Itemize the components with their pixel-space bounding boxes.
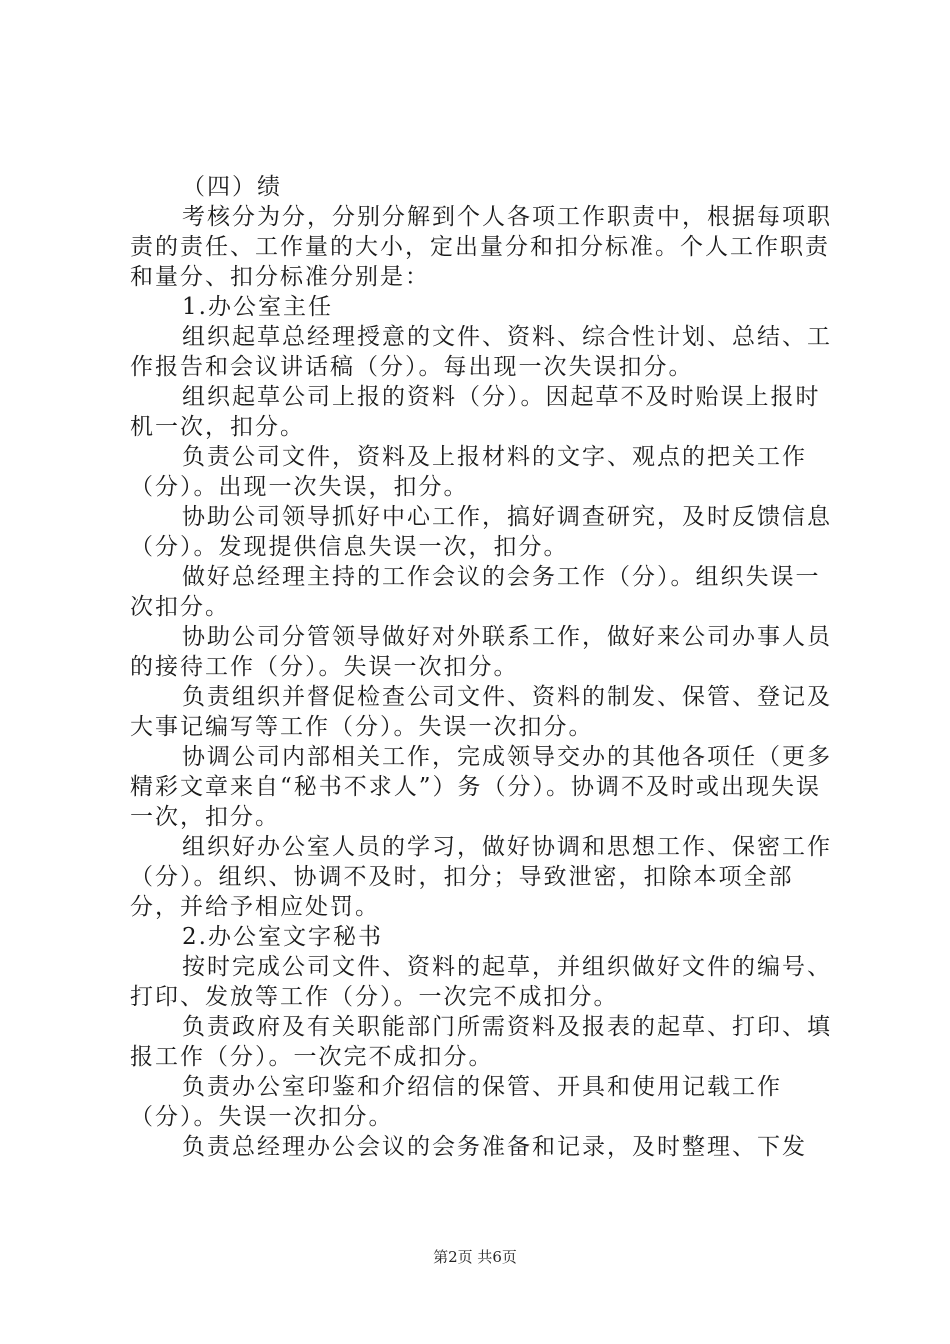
paragraph: 负责政府及有关职能部门所需资料及报表的起草、打印、填报工作（分）。一次完不成扣分。 <box>130 1014 832 1070</box>
page-footer: 第2页 共6页 <box>433 1248 517 1266</box>
paragraph: 协助公司分管领导做好对外联系工作，做好来公司办事人员的接待工作（分）。失误一次扣分。 <box>130 624 832 680</box>
document-body <box>130 172 832 1162</box>
paragraph: 组织好办公室人员的学习，做好协调和思想工作、保密工作（分）。组织、协调不及时，扣分；导致泄密，扣除本项全部分，并给予相应处罚。 <box>130 834 832 920</box>
paragraph: 负责总经理办公会议的会务准备和记录，及时整理、下发 <box>182 1134 807 1160</box>
paragraph: 组织起草总经理授意的文件、资料、综合性计划、总结、工作报告和会议讲话稿（分）。每出现一次失误扣分。 <box>130 324 832 380</box>
paragraph: 负责公司文件，资料及上报材料的文字、观点的把关工作（分）。出现一次失误，扣分。 <box>130 444 807 500</box>
section-heading: 1.办公室主任 <box>182 294 333 320</box>
section-heading: （四）绩 <box>182 174 282 200</box>
paragraph: 协助公司领导抓好中心工作，搞好调查研究，及时反馈信息（分）。发现提供信息失误一次，扣分。 <box>130 504 832 560</box>
paragraph: 组织起草公司上报的资料（分）。因起草不及时贻误上报时机一次，扣分。 <box>130 384 821 440</box>
paragraph: 协调公司内部相关工作，完成领导交办的其他各项任（更多精彩文章来自“秘书不求人”）务（分）。协调不及时或出现失误一次，扣分。 <box>130 744 832 830</box>
paragraph: 负责办公室印鉴和介绍信的保管、开具和使用记载工作（分）。失误一次扣分。 <box>130 1074 782 1130</box>
paragraph: 按时完成公司文件、资料的起草，并组织做好文件的编号、打印、发放等工作（分）。一次完不成扣分。 <box>130 954 832 1010</box>
section-heading: 2.办公室文字秘书 <box>182 924 383 950</box>
paragraph: 负责组织并督促检查公司文件、资料的制发、保管、登记及大事记编写等工作（分）。失误一次扣分。 <box>130 684 832 740</box>
paragraph: 做好总经理主持的工作会议的会务工作（分）。组织失误一次扣分。 <box>130 564 821 620</box>
paragraph: 考核分为分，分别分解到个人各项工作职责中，根据每项职责的责任、工作量的大小，定出量分和扣分标准。个人工作职责和量分、扣分标准分别是： <box>130 204 832 290</box>
